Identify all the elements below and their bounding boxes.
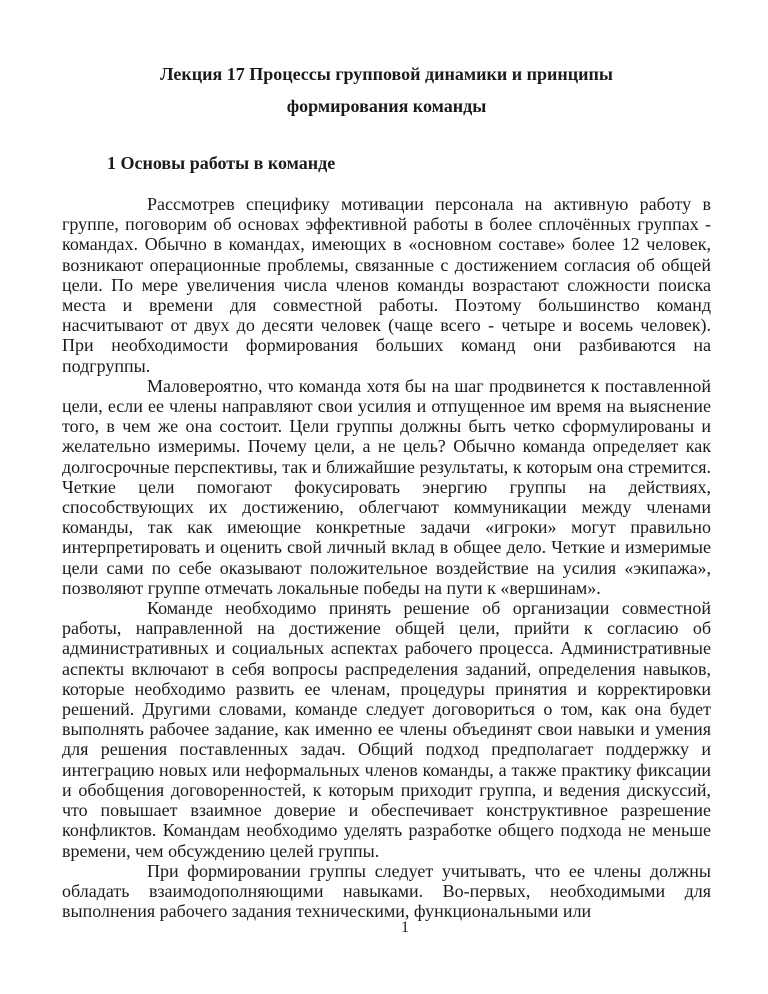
document-title-line-1: Лекция 17 Процессы групповой динамики и принципы xyxy=(160,64,613,84)
document-title-line-2: формирования команды xyxy=(286,96,487,116)
document-body xyxy=(62,194,711,921)
section-heading: 1 Основы работы в команде xyxy=(107,153,336,173)
page-footer xyxy=(0,920,768,936)
paragraph-4: При формировании группы следует учитывать, что ее члены должны обладать взаимодополняющими навыками. Во-первых, необходимыми для выполнения рабочего задания техническими, функциональными или xyxy=(62,860,711,922)
page-number: 1 xyxy=(401,919,409,936)
document-title xyxy=(62,58,711,122)
paragraph-2: Маловероятно, что команда хотя бы на шаг продвинется к поставленной цели, если ее члены направляют свои усилия и отпущенное им время на выяснение того, в чем же она состоит. Цели группы должны быть четко сформулированы и желательно измеримы. Почему цели, а не цель? Обычно команда определяет как долгосрочные перспективы, так и ближайшие результаты, к которым она стремится. Четкие цели помогают фокусировать энергию группы на действиях, способствующих их достижению, облегчают коммуникации между членами команды, так как имеющие конкретные задачи «игроки» могут правильно интерпретировать и оценить свой личный вклад в общее дело. Четкие и измеримые цели сами по себе оказывают положительное воздействие на усилия «экипажа», позволяют группе отмечать локальные победы на пути к «вершинам». xyxy=(62,375,711,598)
paragraph-3: Команде необходимо принять решение об организации совместной работы, направленной на достижение общей цели, прийти к согласию об административных и социальных аспектах рабочего процесса. Административные аспекты включают в себя вопросы распределения заданий, определения навыков, которые необходимо развить ее членам, процедуры принятия и корректировки решений. Другими словами, команде следует договориться о том, как она будет выполнять рабочее задание, как именно ее члены объединят свои навыки и умения для решения поставленных задач. Общий подход предполагает поддержку и интеграцию новых или неформальных членов команды, а также практику фиксации и обобщения договоренностей, к которым приходит группа, и ведения дискуссий, что повышает взаимное доверие и обеспечивает конструктивное разрешение конфликтов. Командам необходимо уделять разработке общего подхода не меньше времени, чем обсуждению целей группы. xyxy=(62,598,711,861)
paragraph-1: Рассмотрев специфику мотивации персонала на активную работу в группе, поговорим об основах эффективной работы в более сплочённых группах - командах. Обычно в командах, имеющих в «основном составе» более 12 человек, возникают операционные проблемы, связанные с достижением согласия об общей цели. По мере увеличения числа членов команды возрастают сложности поиска места и времени для совместной работы. Поэтому большинство команд насчитывают от двух до десяти человек (чаще всего - четыре и восемь человек). При необходимости формирования больших команд они разбиваются на подгруппы. xyxy=(62,194,711,376)
